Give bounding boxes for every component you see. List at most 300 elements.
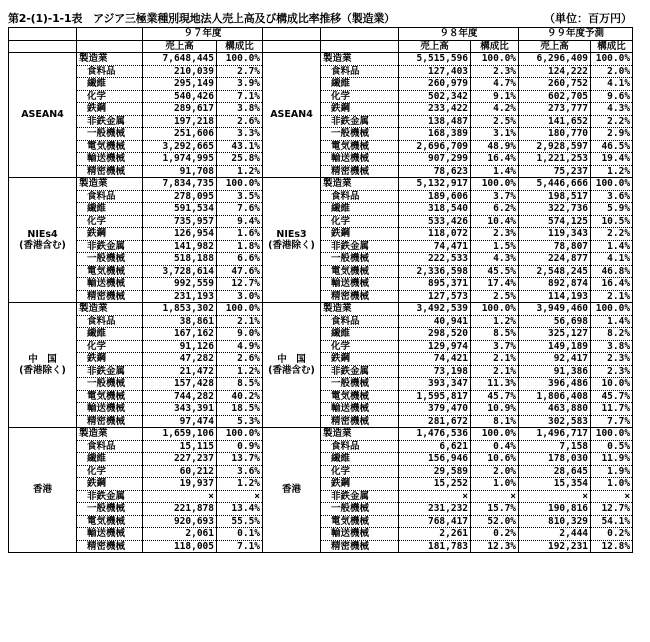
sales-99: 260,752 (519, 78, 591, 91)
sales-97: 38,861 (143, 315, 217, 328)
region-label-right: ASEAN4 (263, 53, 321, 178)
sales-98: 895,371 (399, 278, 471, 291)
ratio-99: 0.2% (591, 528, 633, 541)
ratio-97: 100.0% (217, 303, 263, 316)
ratio-98: 15.7% (471, 503, 519, 516)
ratio-98: 1.4% (471, 165, 519, 178)
sales-97: 992,559 (143, 278, 217, 291)
sales-98: 129,974 (399, 340, 471, 353)
col-ratio-98: 構成比 (471, 40, 519, 53)
table-row (9, 90, 633, 103)
ratio-98: 3.7% (471, 340, 519, 353)
industry-label: 鉄鋼 (321, 103, 399, 116)
sales-98: 138,487 (399, 115, 471, 128)
industry-label: 精密機械 (77, 165, 143, 178)
table-row (9, 315, 633, 328)
sales-99: 5,446,666 (519, 178, 591, 191)
ratio-97: 43.1% (217, 140, 263, 153)
ratio-99: 5.9% (591, 203, 633, 216)
region-label-left: ASEAN4 (9, 53, 77, 178)
ratio-98: 8.1% (471, 415, 519, 428)
industry-label: 電気機械 (77, 265, 143, 278)
sales-98: 2,261 (399, 528, 471, 541)
industry-label: 製造業 (321, 178, 399, 191)
table-row (9, 128, 633, 141)
sales-99: 396,486 (519, 378, 591, 391)
sales-98: 74,421 (399, 353, 471, 366)
sales-97: 157,428 (143, 378, 217, 391)
table-row (9, 465, 633, 478)
table-title-row (8, 8, 632, 26)
industry-label: 精密機械 (321, 540, 399, 553)
ratio-99: 100.0% (591, 53, 633, 66)
industry-label: 化学 (321, 340, 399, 353)
sales-99: 75,237 (519, 165, 591, 178)
ratio-98: 17.4% (471, 278, 519, 291)
industry-label: 鉄鋼 (321, 478, 399, 491)
sales-97: 251,606 (143, 128, 217, 141)
industry-label: 電気機械 (321, 265, 399, 278)
sales-97: 735,957 (143, 215, 217, 228)
sales-99: 463,880 (519, 403, 591, 416)
sales-98: 118,072 (399, 228, 471, 241)
ratio-99: 2.2% (591, 115, 633, 128)
sales-99: 302,583 (519, 415, 591, 428)
industry-label: 一般機械 (321, 503, 399, 516)
sales-98: 6,621 (399, 440, 471, 453)
industry-label: 繊維 (77, 203, 143, 216)
industry-label: 電気機械 (321, 515, 399, 528)
table-row (9, 478, 633, 491)
table-row (9, 365, 633, 378)
industry-label: 製造業 (321, 303, 399, 316)
ratio-98: 10.4% (471, 215, 519, 228)
ratio-97: 2.6% (217, 353, 263, 366)
table-row (9, 353, 633, 366)
ratio-99: 45.7% (591, 390, 633, 403)
region-label-right: 中 国 (香港含む) (263, 303, 321, 428)
ratio-97: 13.7% (217, 453, 263, 466)
industry-label: 繊維 (77, 453, 143, 466)
ratio-97: 18.5% (217, 403, 263, 416)
industry-label: 食料品 (321, 440, 399, 453)
ratio-98: 2.5% (471, 115, 519, 128)
ratio-97: 6.6% (217, 253, 263, 266)
sales-99: 810,329 (519, 515, 591, 528)
industry-label: 輸送機械 (321, 403, 399, 416)
sales-97: 1,659,106 (143, 428, 217, 441)
sales-98: 281,672 (399, 415, 471, 428)
industry-label: 一般機械 (321, 253, 399, 266)
industry-label: 一般機械 (77, 253, 143, 266)
ratio-97: 8.5% (217, 378, 263, 391)
industry-label: 製造業 (77, 178, 143, 191)
col-sales-99: 売上高 (519, 40, 591, 53)
industry-label: 食料品 (321, 315, 399, 328)
ratio-97: 40.2% (217, 390, 263, 403)
ratio-97: 4.9% (217, 340, 263, 353)
industry-label: 鉄鋼 (77, 228, 143, 241)
sales-99: 141,652 (519, 115, 591, 128)
industry-label: 化学 (77, 465, 143, 478)
industry-label: 一般機械 (77, 503, 143, 516)
sales-99: 180,770 (519, 128, 591, 141)
industry-label: 繊維 (77, 328, 143, 341)
ratio-98: 4.3% (471, 253, 519, 266)
table-row (9, 78, 633, 91)
sales-97: 91,708 (143, 165, 217, 178)
year-header-97: ９７年度 (143, 28, 263, 41)
sales-99: 892,874 (519, 278, 591, 291)
ratio-99: 46.8% (591, 265, 633, 278)
year-header-98: ９８年度 (399, 28, 519, 41)
sales-98: 181,783 (399, 540, 471, 553)
ratio-97: 100.0% (217, 53, 263, 66)
sales-97: 1,974,995 (143, 153, 217, 166)
sales-99: 78,807 (519, 240, 591, 253)
ratio-97: 5.3% (217, 415, 263, 428)
industry-label: 非鉄金属 (77, 115, 143, 128)
industry-label: 食料品 (77, 440, 143, 453)
ratio-99: 19.4% (591, 153, 633, 166)
ratio-97: 47.6% (217, 265, 263, 278)
ratio-97: 55.5% (217, 515, 263, 528)
region-label-left: NIEs4 (香港含む) (9, 178, 77, 303)
industry-label: 化学 (77, 340, 143, 353)
industry-label: 化学 (321, 90, 399, 103)
header-col-row (9, 40, 633, 53)
industry-label: 製造業 (321, 428, 399, 441)
table-row (9, 453, 633, 466)
table-row (9, 115, 633, 128)
ratio-98: 0.2% (471, 528, 519, 541)
ratio-99: 11.7% (591, 403, 633, 416)
table-row (9, 328, 633, 341)
ratio-99: 10.5% (591, 215, 633, 228)
ratio-97: 100.0% (217, 178, 263, 191)
region-label-left: 香港 (9, 428, 77, 553)
sales-97: 15,115 (143, 440, 217, 453)
industry-label: 鉄鋼 (77, 353, 143, 366)
ratio-97: 12.7% (217, 278, 263, 291)
sales-99: 178,030 (519, 453, 591, 466)
table-row (9, 265, 633, 278)
table-row (9, 215, 633, 228)
sales-98: 78,623 (399, 165, 471, 178)
ratio-97: 3.9% (217, 78, 263, 91)
sales-98: 231,232 (399, 503, 471, 516)
industry-label: 鉄鋼 (321, 353, 399, 366)
sales-98: 5,132,917 (399, 178, 471, 191)
sales-98: 15,252 (399, 478, 471, 491)
industry-label: 非鉄金属 (321, 490, 399, 503)
ratio-97: 9.4% (217, 215, 263, 228)
ratio-98: 2.1% (471, 353, 519, 366)
sales-98: 233,422 (399, 103, 471, 116)
industry-label: 輸送機械 (77, 528, 143, 541)
table-row (9, 140, 633, 153)
ratio-99: 100.0% (591, 178, 633, 191)
industry-label: 化学 (77, 90, 143, 103)
industry-label: 非鉄金属 (321, 240, 399, 253)
industry-label: 精密機械 (321, 290, 399, 303)
sales-97: × (143, 490, 217, 503)
ratio-98: 12.3% (471, 540, 519, 553)
industry-label: 精密機械 (77, 290, 143, 303)
ratio-97: 1.2% (217, 478, 263, 491)
ratio-98: 2.0% (471, 465, 519, 478)
ratio-97: 13.4% (217, 503, 263, 516)
sales-98: 1,595,817 (399, 390, 471, 403)
ratio-97: 0.1% (217, 528, 263, 541)
ratio-98: 10.9% (471, 403, 519, 416)
ratio-97: 0.9% (217, 440, 263, 453)
sales-99: 325,127 (519, 328, 591, 341)
ratio-99: 11.9% (591, 453, 633, 466)
ratio-97: 1.6% (217, 228, 263, 241)
ratio-98: 2.3% (471, 228, 519, 241)
ratio-98: 2.5% (471, 290, 519, 303)
sales-98: 222,533 (399, 253, 471, 266)
sales-99: 56,698 (519, 315, 591, 328)
ratio-97: 1.2% (217, 365, 263, 378)
table-row (9, 540, 633, 553)
table-row (9, 303, 633, 316)
table-row (9, 515, 633, 528)
sales-98: 3,492,539 (399, 303, 471, 316)
industry-label: 輸送機械 (321, 153, 399, 166)
col-sales-97: 売上高 (143, 40, 217, 53)
industry-label: 製造業 (77, 53, 143, 66)
industry-label: 輸送機械 (77, 403, 143, 416)
sales-97: 141,982 (143, 240, 217, 253)
ratio-99: 10.0% (591, 378, 633, 391)
sales-97: 91,126 (143, 340, 217, 353)
sales-98: 189,606 (399, 190, 471, 203)
ratio-97: 9.0% (217, 328, 263, 341)
ratio-99: 2.9% (591, 128, 633, 141)
industry-label: 食料品 (321, 190, 399, 203)
industry-label: 電気機械 (77, 140, 143, 153)
ratio-97: 25.8% (217, 153, 263, 166)
industry-label: 製造業 (77, 303, 143, 316)
sales-98: 29,589 (399, 465, 471, 478)
sales-99: 3,949,460 (519, 303, 591, 316)
sales-99: 1,496,717 (519, 428, 591, 441)
ratio-97: × (217, 490, 263, 503)
sales-97: 3,292,665 (143, 140, 217, 153)
ratio-99: × (591, 490, 633, 503)
ratio-97: 2.7% (217, 65, 263, 78)
sales-97: 118,005 (143, 540, 217, 553)
industry-label: 非鉄金属 (321, 365, 399, 378)
industry-label: 一般機械 (321, 128, 399, 141)
ratio-99: 1.4% (591, 315, 633, 328)
industry-label: 輸送機械 (321, 278, 399, 291)
ratio-98: 1.0% (471, 478, 519, 491)
industry-label: 鉄鋼 (321, 228, 399, 241)
table-row (9, 390, 633, 403)
sales-98: 533,426 (399, 215, 471, 228)
ratio-98: 48.9% (471, 140, 519, 153)
sales-98: 74,471 (399, 240, 471, 253)
sales-98: 1,476,536 (399, 428, 471, 441)
sales-97: 231,193 (143, 290, 217, 303)
ratio-97: 3.3% (217, 128, 263, 141)
sales-98: 73,198 (399, 365, 471, 378)
ratio-99: 4.3% (591, 103, 633, 116)
sales-98: 318,540 (399, 203, 471, 216)
industry-label: 化学 (77, 215, 143, 228)
industry-label: 食料品 (77, 190, 143, 203)
sales-98: 40,941 (399, 315, 471, 328)
ratio-97: 1.8% (217, 240, 263, 253)
sales-99: 119,343 (519, 228, 591, 241)
table-row (9, 340, 633, 353)
industry-label: 電気機械 (321, 390, 399, 403)
sales-97: 1,853,302 (143, 303, 217, 316)
ratio-97: 7.6% (217, 203, 263, 216)
ratio-97: 7.1% (217, 540, 263, 553)
industry-label: 化学 (321, 465, 399, 478)
ratio-98: 2.1% (471, 365, 519, 378)
ratio-99: 12.8% (591, 540, 633, 553)
industry-label: 精密機械 (321, 165, 399, 178)
industry-label: 輸送機械 (77, 153, 143, 166)
table-row (9, 403, 633, 416)
table-row (9, 153, 633, 166)
ratio-97: 2.6% (217, 115, 263, 128)
ratio-99: 3.6% (591, 190, 633, 203)
sales-98: 127,573 (399, 290, 471, 303)
ratio-98: 0.4% (471, 440, 519, 453)
ratio-99: 4.1% (591, 253, 633, 266)
table-row (9, 228, 633, 241)
sales-98: 5,515,596 (399, 53, 471, 66)
sales-99: 322,736 (519, 203, 591, 216)
table-row (9, 103, 633, 116)
industry-label: 非鉄金属 (77, 490, 143, 503)
ratio-97: 100.0% (217, 428, 263, 441)
sales-97: 289,617 (143, 103, 217, 116)
industry-label: 精密機械 (77, 415, 143, 428)
sales-98: 379,470 (399, 403, 471, 416)
ratio-98: 10.6% (471, 453, 519, 466)
ratio-98: 45.7% (471, 390, 519, 403)
sales-99: 1,221,253 (519, 153, 591, 166)
sales-98: 2,696,709 (399, 140, 471, 153)
table-row (9, 278, 633, 291)
industry-label: 精密機械 (77, 540, 143, 553)
industry-label: 一般機械 (321, 378, 399, 391)
unit-label: （単位：百万円） (544, 12, 632, 25)
sales-98: × (399, 490, 471, 503)
industry-label: 食料品 (321, 65, 399, 78)
table-row (9, 240, 633, 253)
region-label-left: 中 国 (香港除く) (9, 303, 77, 428)
table-row (9, 490, 633, 503)
ratio-99: 1.9% (591, 465, 633, 478)
sales-97: 2,061 (143, 528, 217, 541)
sales-99: 92,417 (519, 353, 591, 366)
ratio-99: 100.0% (591, 428, 633, 441)
sales-98: 127,403 (399, 65, 471, 78)
sales-97: 540,426 (143, 90, 217, 103)
industry-label: 鉄鋼 (77, 478, 143, 491)
industry-label: 繊維 (321, 453, 399, 466)
ratio-97: 3.0% (217, 290, 263, 303)
ratio-97: 1.2% (217, 165, 263, 178)
sales-98: 260,979 (399, 78, 471, 91)
sales-99: 91,386 (519, 365, 591, 378)
sales-97: 7,834,735 (143, 178, 217, 191)
ratio-97: 3.8% (217, 103, 263, 116)
ratio-97: 3.5% (217, 190, 263, 203)
ratio-98: 100.0% (471, 178, 519, 191)
industry-label: 電気機械 (321, 140, 399, 153)
ratio-99: 2.2% (591, 228, 633, 241)
table-row (9, 503, 633, 516)
table-row (9, 165, 633, 178)
ratio-99: 2.3% (591, 365, 633, 378)
table-row (9, 428, 633, 441)
sales-97: 47,282 (143, 353, 217, 366)
sales-99: 2,444 (519, 528, 591, 541)
ratio-98: 52.0% (471, 515, 519, 528)
sales-97: 221,878 (143, 503, 217, 516)
industry-label: 製造業 (77, 428, 143, 441)
table-row (9, 53, 633, 66)
industry-label: 電気機械 (77, 390, 143, 403)
sales-99: 124,222 (519, 65, 591, 78)
industry-label: 非鉄金属 (77, 240, 143, 253)
sales-97: 744,282 (143, 390, 217, 403)
table-row (9, 378, 633, 391)
industry-label: 繊維 (77, 78, 143, 91)
sales-99: 190,816 (519, 503, 591, 516)
sales-98: 502,342 (399, 90, 471, 103)
ratio-98: 2.3% (471, 65, 519, 78)
sales-98: 907,299 (399, 153, 471, 166)
ratio-98: 3.1% (471, 128, 519, 141)
ratio-98: 45.5% (471, 265, 519, 278)
ratio-99: 3.8% (591, 340, 633, 353)
sales-97: 920,693 (143, 515, 217, 528)
sales-97: 21,472 (143, 365, 217, 378)
sales-97: 278,095 (143, 190, 217, 203)
sales-99: 574,125 (519, 215, 591, 228)
sales-99: 114,193 (519, 290, 591, 303)
table-row (9, 178, 633, 191)
sales-97: 3,728,614 (143, 265, 217, 278)
ratio-99: 1.4% (591, 240, 633, 253)
industry-label: 鉄鋼 (77, 103, 143, 116)
sales-97: 518,188 (143, 253, 217, 266)
table-row (9, 440, 633, 453)
ratio-98: 6.2% (471, 203, 519, 216)
ratio-98: 100.0% (471, 428, 519, 441)
industry-label: 一般機械 (77, 128, 143, 141)
industry-label: 一般機械 (77, 378, 143, 391)
header-year-row (9, 28, 633, 41)
ratio-99: 1.2% (591, 165, 633, 178)
ratio-98: 1.2% (471, 315, 519, 328)
sales-97: 97,474 (143, 415, 217, 428)
region-label-right: 香港 (263, 428, 321, 553)
industry-label: 化学 (321, 215, 399, 228)
sales-98: 768,417 (399, 515, 471, 528)
ratio-98: 4.2% (471, 103, 519, 116)
